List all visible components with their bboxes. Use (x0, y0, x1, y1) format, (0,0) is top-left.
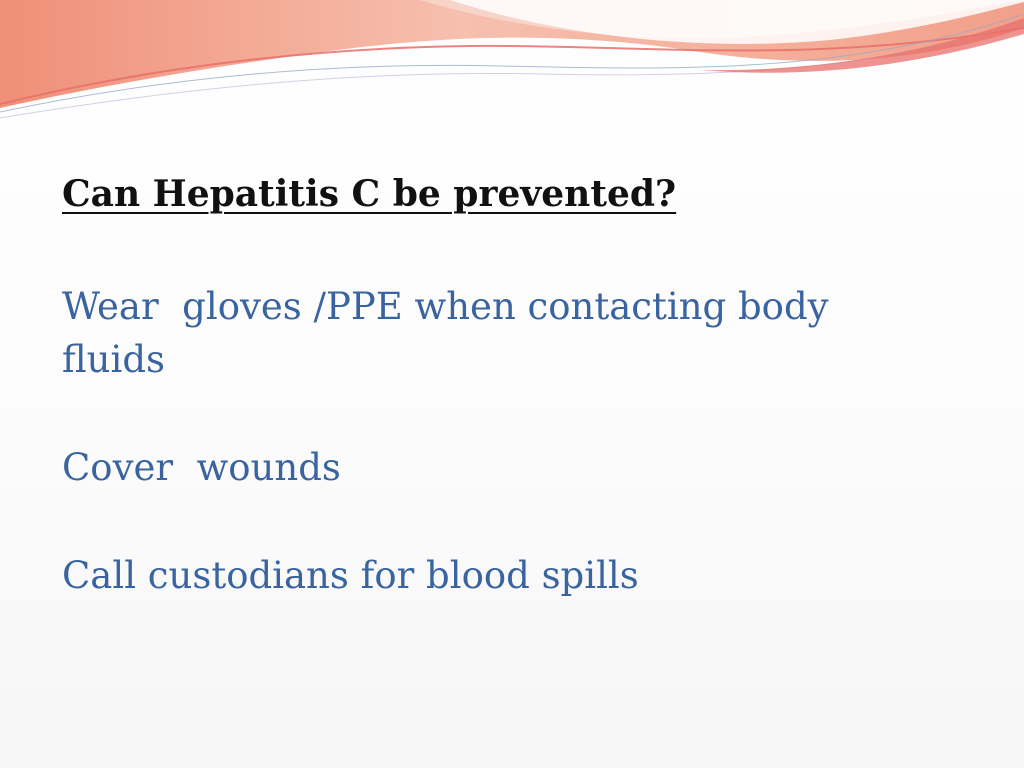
bullet-gloves-ppe: Wear gloves /PPE when contacting body fluids (62, 285, 841, 381)
slide-content (62, 168, 962, 657)
slide-title: Can Hepatitis C be prevented? (62, 173, 677, 215)
decorative-wave-banner (0, 0, 1024, 130)
bullet-call-custodians: Call custodians for blood spills (62, 554, 639, 597)
bullet-cover-wounds: Cover wounds (62, 446, 341, 489)
